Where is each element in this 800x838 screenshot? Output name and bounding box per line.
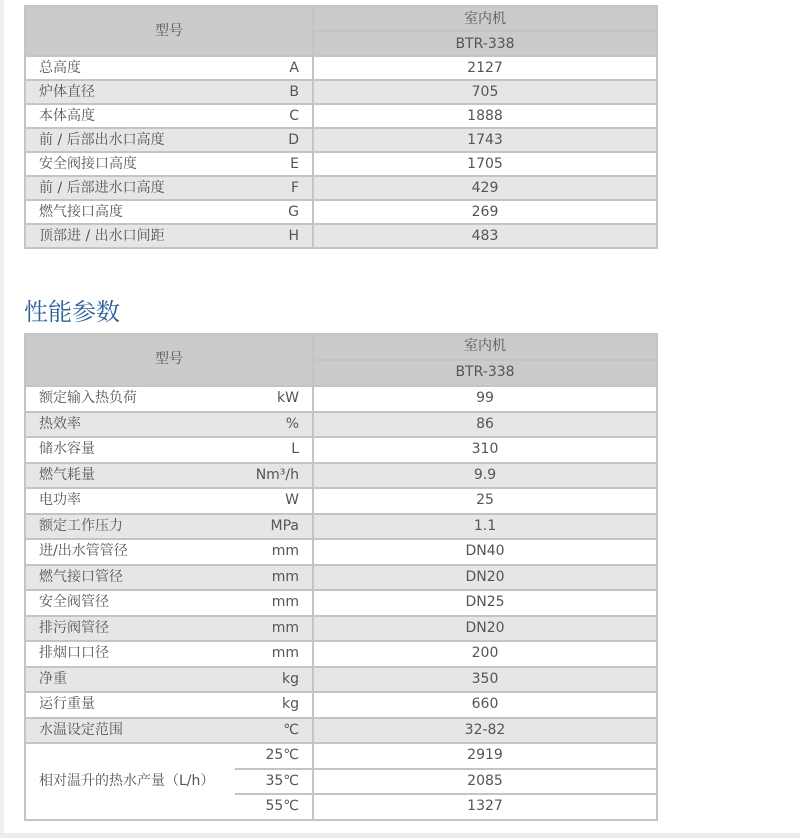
- table-row: [25, 539, 657, 565]
- row-unit: kg: [235, 667, 313, 693]
- row-code: D: [288, 132, 299, 148]
- row-value: 86: [313, 412, 657, 438]
- hot-water-label: 相对温升的热水产量（L/h）: [25, 743, 235, 820]
- row-unit: mm: [235, 539, 313, 565]
- row-name: 排烟口口径: [25, 641, 235, 667]
- row-value: 2127: [313, 56, 657, 80]
- row-unit: ℃: [235, 718, 313, 744]
- row-value: 269: [313, 200, 657, 224]
- table-row: [25, 437, 657, 463]
- row-name: 炉体直径: [39, 84, 95, 100]
- row-value: 2085: [313, 769, 657, 795]
- table-row: [25, 463, 657, 489]
- section-title: 性能参数: [24, 298, 120, 326]
- model-label-header: 型号: [25, 334, 313, 386]
- row-name: 额定输入热负荷: [25, 386, 235, 412]
- row-name: 燃气耗量: [25, 463, 235, 489]
- table-row: [25, 667, 657, 693]
- row-code: B: [289, 84, 299, 100]
- hot-water-row: [25, 743, 657, 769]
- row-code: C: [289, 108, 299, 124]
- page-bottom-edge: [0, 833, 800, 838]
- table-row: [25, 104, 657, 128]
- row-name: 净重: [25, 667, 235, 693]
- row-unit: kg: [235, 692, 313, 718]
- row-value: DN40: [313, 539, 657, 565]
- row-name: 热效率: [25, 412, 235, 438]
- row-code: G: [288, 204, 299, 220]
- row-name: 燃气接口高度: [39, 204, 123, 220]
- row-name: 顶部进 / 出水口间距: [39, 228, 165, 244]
- row-code: E: [290, 156, 299, 172]
- row-unit: Nm³/h: [235, 463, 313, 489]
- row-code: H: [288, 228, 299, 244]
- table-row: [25, 412, 657, 438]
- row-value: 32-82: [313, 718, 657, 744]
- row-value: 200: [313, 641, 657, 667]
- row-name: 总高度: [39, 60, 81, 76]
- model-header: BTR-338: [313, 31, 657, 56]
- row-name: 水温设定范围: [25, 718, 235, 744]
- row-name: 运行重量: [25, 692, 235, 718]
- table-row: [25, 152, 657, 176]
- table-row: [25, 128, 657, 152]
- table-row: [25, 641, 657, 667]
- row-unit: mm: [235, 641, 313, 667]
- row-unit: mm: [235, 616, 313, 642]
- row-value: 1.1: [313, 514, 657, 540]
- row-value: 1888: [313, 104, 657, 128]
- performance-table: [24, 333, 658, 821]
- row-value: 350: [313, 667, 657, 693]
- temp-rise: 55℃: [235, 794, 313, 820]
- row-value: 705: [313, 80, 657, 104]
- row-name: 排污阀管径: [25, 616, 235, 642]
- table-row: [25, 692, 657, 718]
- row-name: 电功率: [25, 488, 235, 514]
- row-value: DN25: [313, 590, 657, 616]
- table-row: [25, 176, 657, 200]
- row-name: 安全阀管径: [25, 590, 235, 616]
- row-value: 1327: [313, 794, 657, 820]
- row-unit: mm: [235, 590, 313, 616]
- row-value: 483: [313, 224, 657, 248]
- model-label-header: 型号: [25, 6, 313, 56]
- table-row: [25, 224, 657, 248]
- table-row: [25, 590, 657, 616]
- row-name: 储水容量: [25, 437, 235, 463]
- row-value: 310: [313, 437, 657, 463]
- table-row: [25, 514, 657, 540]
- row-value: 429: [313, 176, 657, 200]
- table-row: [25, 488, 657, 514]
- row-value: 2919: [313, 743, 657, 769]
- row-unit: mm: [235, 565, 313, 591]
- row-unit: kW: [235, 386, 313, 412]
- temp-rise: 35℃: [235, 769, 313, 795]
- page-left-edge: [0, 0, 4, 838]
- row-code: A: [289, 60, 299, 76]
- row-name: 前 / 后部出水口高度: [39, 132, 165, 148]
- table-row: [25, 386, 657, 412]
- row-name: 额定工作压力: [25, 514, 235, 540]
- dimensions-table: [24, 5, 658, 249]
- category-header: 室内机: [313, 334, 657, 360]
- row-name: 安全阀接口高度: [39, 156, 137, 172]
- table-row: [25, 56, 657, 80]
- row-value: DN20: [313, 565, 657, 591]
- row-value: 1705: [313, 152, 657, 176]
- table-row: [25, 718, 657, 744]
- table-row: [25, 200, 657, 224]
- row-name: 进/出水管管径: [25, 539, 235, 565]
- row-value: 9.9: [313, 463, 657, 489]
- row-value: 99: [313, 386, 657, 412]
- row-unit: W: [235, 488, 313, 514]
- model-header: BTR-338: [313, 360, 657, 386]
- row-value: DN20: [313, 616, 657, 642]
- table-row: [25, 565, 657, 591]
- row-value: 25: [313, 488, 657, 514]
- table-row: [25, 80, 657, 104]
- row-unit: L: [235, 437, 313, 463]
- category-header: 室内机: [313, 6, 657, 31]
- row-unit: %: [235, 412, 313, 438]
- row-unit: MPa: [235, 514, 313, 540]
- row-value: 1743: [313, 128, 657, 152]
- table-row: [25, 616, 657, 642]
- row-name: 前 / 后部进水口高度: [39, 180, 165, 196]
- row-code: F: [290, 180, 299, 196]
- row-name: 本体高度: [39, 108, 95, 124]
- row-value: 660: [313, 692, 657, 718]
- temp-rise: 25℃: [235, 743, 313, 769]
- row-name: 燃气接口管径: [25, 565, 235, 591]
